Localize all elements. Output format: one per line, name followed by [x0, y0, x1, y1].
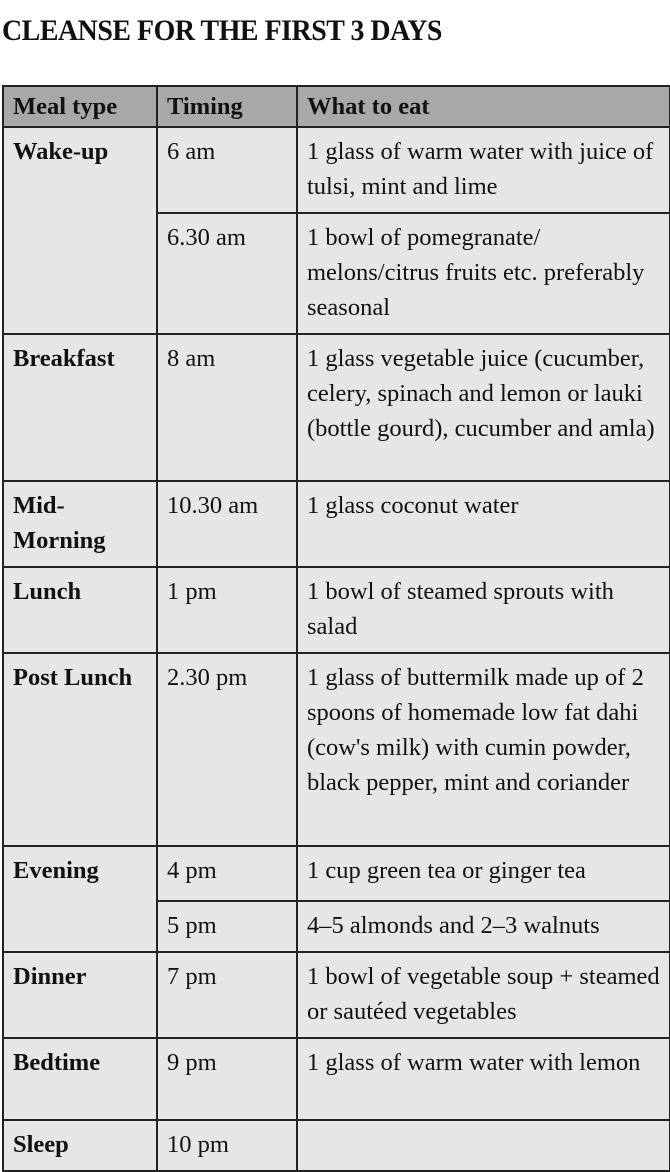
- timing-cell: 2.30 pm: [157, 653, 297, 846]
- column-header-what-to-eat: What to eat: [297, 86, 670, 127]
- timing-cell: 10.30 am: [157, 481, 297, 567]
- timing-cell: 10 pm: [157, 1120, 297, 1171]
- table-row: [3, 952, 670, 1038]
- column-header-timing: Timing: [157, 86, 297, 127]
- page-title: CLEANSE FOR THE FIRST 3 DAYS: [2, 14, 442, 47]
- food-cell: 1 glass of warm water with lemon: [297, 1038, 670, 1120]
- food-cell: 1 glass of warm water with juice of tulsi, mint and lime: [297, 127, 670, 213]
- food-cell: 1 bowl of vegetable soup + steamed or sautéed vegetables: [297, 952, 670, 1038]
- timing-cell: 8 am: [157, 334, 297, 481]
- meal-type-cell: Sleep: [3, 1120, 157, 1171]
- meal-type-cell: Dinner: [3, 952, 157, 1038]
- meal-type-cell: Evening: [3, 846, 157, 952]
- column-header-meal-type: Meal type: [3, 86, 157, 127]
- timing-cell: 7 pm: [157, 952, 297, 1038]
- food-cell: 1 glass coconut water: [297, 481, 670, 567]
- meal-type-cell: Lunch: [3, 567, 157, 653]
- meal-type-cell: Post Lunch: [3, 653, 157, 846]
- timing-cell: 6.30 am: [157, 213, 297, 334]
- table-row: [3, 127, 670, 213]
- timing-cell: 1 pm: [157, 567, 297, 653]
- food-cell: 1 glass of buttermilk made up of 2 spoons of homemade low fat dahi (cow's milk) with cumin powder, black pepper, mint and coriander: [297, 653, 670, 846]
- timing-cell: 9 pm: [157, 1038, 297, 1120]
- table-row: [3, 567, 670, 653]
- table-row: [3, 1038, 670, 1120]
- food-cell: 1 glass vegetable juice (cucumber, celery, spinach and lemon or lauki (bottle gourd), cucumber and amla): [297, 334, 670, 481]
- table-row: [3, 1120, 670, 1171]
- food-cell: 1 cup green tea or ginger tea: [297, 846, 670, 901]
- meal-type-cell: Breakfast: [3, 334, 157, 481]
- timing-cell: 5 pm: [157, 901, 297, 952]
- timing-cell: 4 pm: [157, 846, 297, 901]
- meal-type-cell: Bedtime: [3, 1038, 157, 1120]
- meal-type-cell: Mid-Morning: [3, 481, 157, 567]
- meal-type-cell: Wake-up: [3, 127, 157, 334]
- table-row: [3, 846, 670, 901]
- timing-cell: 6 am: [157, 127, 297, 213]
- food-cell: 1 bowl of pomegranate/ melons/citrus fruits etc. preferably seasonal: [297, 213, 670, 334]
- table-header-row: [3, 86, 670, 127]
- food-cell: 1 bowl of steamed sprouts with salad: [297, 567, 670, 653]
- food-cell: 4–5 almonds and 2–3 walnuts: [297, 901, 670, 952]
- table-row: [3, 481, 670, 567]
- table-row: [3, 334, 670, 481]
- table-row: [3, 653, 670, 846]
- food-cell: [297, 1120, 670, 1171]
- cleanse-schedule-table: [2, 85, 670, 1172]
